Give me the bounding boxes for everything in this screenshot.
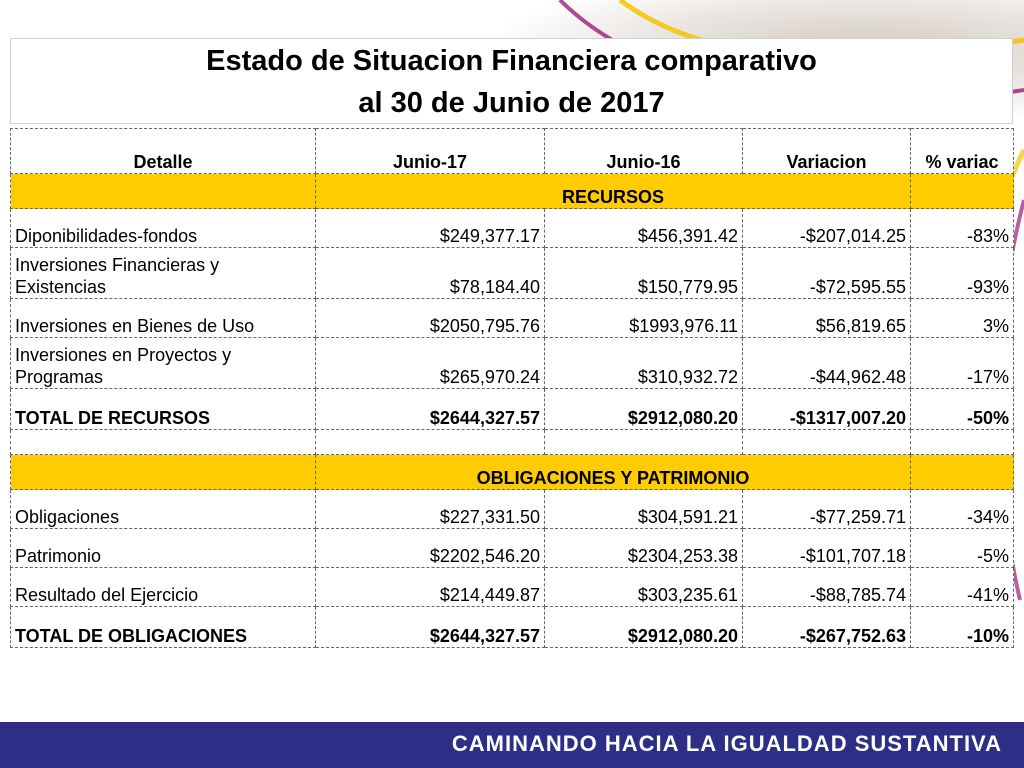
cell-junio-16: $2912,080.20: [545, 389, 743, 430]
cell-detalle: [11, 338, 316, 389]
cell-pct: -5%: [911, 529, 1014, 568]
cell-detalle: Patrimonio: [11, 529, 316, 568]
table-row: [11, 338, 1014, 389]
section-label-obligaciones: OBLIGACIONES Y PATRIMONIO: [316, 455, 911, 490]
cell-detalle-line2: Existencias: [15, 277, 107, 297]
section-label-recursos: RECURSOS: [316, 174, 911, 209]
cell-pct: -50%: [911, 389, 1014, 430]
header-junio-17: Junio-17: [316, 129, 545, 174]
cell-junio-16: $2304,253.38: [545, 529, 743, 568]
cell-junio-16: $304,591.21: [545, 490, 743, 529]
financial-table: [10, 128, 1014, 648]
cell-junio-16: $150,779.95: [545, 248, 743, 299]
cell-junio-16: $310,932.72: [545, 338, 743, 389]
table-row: [11, 209, 1014, 248]
cell-detalle: Diponibilidades-fondos: [11, 209, 316, 248]
table-row: [11, 490, 1014, 529]
cell-detalle: TOTAL DE OBLIGACIONES: [11, 607, 316, 648]
footer-bar: [0, 722, 1024, 768]
cell-junio-17: $249,377.17: [316, 209, 545, 248]
cell-detalle: TOTAL DE RECURSOS: [11, 389, 316, 430]
cell-junio-16: $456,391.42: [545, 209, 743, 248]
section-row-obligaciones: [11, 455, 1014, 490]
cell-detalle: Resultado del Ejercicio: [11, 568, 316, 607]
table-row: [11, 299, 1014, 338]
total-row-obligaciones: [11, 607, 1014, 648]
cell-variacion: -$207,014.25: [743, 209, 911, 248]
cell-pct: -34%: [911, 490, 1014, 529]
cell-detalle: [11, 248, 316, 299]
cell-variacion: -$72,595.55: [743, 248, 911, 299]
cell-detalle-line1: Inversiones en Proyectos y: [15, 345, 232, 365]
table-header-row: [11, 129, 1014, 174]
cell-junio-17: $227,331.50: [316, 490, 545, 529]
cell-junio-17: $2644,327.57: [316, 607, 545, 648]
cell-pct: 3%: [911, 299, 1014, 338]
cell-junio-16: $303,235.61: [545, 568, 743, 607]
section-row-recursos: [11, 174, 1014, 209]
page-title: Estado de Situacion Financiera comparativo: [206, 45, 817, 77]
cell-detalle: Obligaciones: [11, 490, 316, 529]
cell-junio-17: $214,449.87: [316, 568, 545, 607]
page-subtitle: al 30 de Junio de 2017: [358, 87, 665, 119]
cell-detalle-line2: Programas: [15, 367, 104, 387]
cell-variacion: -$101,707.18: [743, 529, 911, 568]
cell-variacion: -$1317,007.20: [743, 389, 911, 430]
total-row-recursos: [11, 389, 1014, 430]
cell-variacion: -$267,752.63: [743, 607, 911, 648]
cell-junio-17: $78,184.40: [316, 248, 545, 299]
cell-junio-17: $2050,795.76: [316, 299, 545, 338]
header-detalle: Detalle: [11, 129, 316, 174]
cell-junio-16: $2912,080.20: [545, 607, 743, 648]
header-variacion: Variacion: [743, 129, 911, 174]
cell-variacion: -$88,785.74: [743, 568, 911, 607]
cell-junio-17: $2644,327.57: [316, 389, 545, 430]
cell-pct: -83%: [911, 209, 1014, 248]
cell-pct: -41%: [911, 568, 1014, 607]
cell-variacion: -$44,962.48: [743, 338, 911, 389]
table-row: [11, 529, 1014, 568]
table-row: [11, 568, 1014, 607]
cell-variacion: $56,819.65: [743, 299, 911, 338]
table-row: [11, 248, 1014, 299]
cell-variacion: -$77,259.71: [743, 490, 911, 529]
footer-slogan: CAMINANDO HACIA LA IGUALDAD SUSTANTIVA: [451, 731, 1002, 756]
header-junio-16: Junio-16: [545, 129, 743, 174]
cell-pct: -17%: [911, 338, 1014, 389]
title-box: [10, 38, 1013, 124]
cell-pct: -93%: [911, 248, 1014, 299]
cell-junio-17: $2202,546.20: [316, 529, 545, 568]
cell-junio-17: $265,970.24: [316, 338, 545, 389]
header-pct-variac: % variac: [911, 129, 1014, 174]
cell-pct: -10%: [911, 607, 1014, 648]
cell-detalle: Inversiones en Bienes de Uso: [11, 299, 316, 338]
spacer-row: [11, 430, 1014, 455]
cell-junio-16: $1993,976.11: [545, 299, 743, 338]
cell-detalle-line1: Inversiones Financieras y: [15, 255, 220, 275]
